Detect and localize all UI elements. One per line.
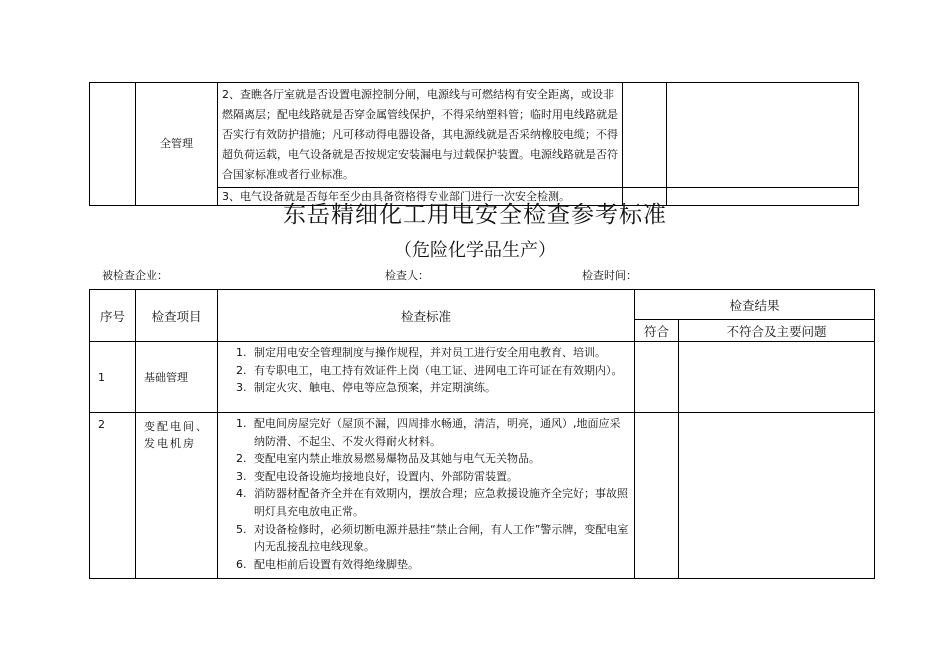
item-cell: 变配电间、发电机房 [136,413,218,579]
standard-cell: 2、查瞧各厅室就是否设置电源控制分闸，电源线与可燃结构有安全距离，或设非燃隔离层；配电线路就是否穿金属管线保护，不得采纳塑料管；临时用电线路就是否实行有效防护措施；凡可移动得电器设备，其电源线就是否采纳橡胶电缆；不得超负荷运载，电气设备就是否按规定安装漏电与过载保护装置。电源线路就是否符合国家标准或者行业标准。 [218,83,623,188]
table-row [90,342,875,413]
standards-list [218,342,634,397]
header-row [90,290,875,320]
list-item: 2. 有专职电工，电工持有效证件上岗（电工证、进网电工许可证在有效期内）。 [250,362,630,380]
document-subtitle: （危险化学品生产） [394,240,556,261]
list-item: 1. 配电间房屋完好（屋顶不漏，四周排水畅通，清洁，明亮，通风）,地面应采纳防滑、不起尘、不发火得耐火材料。 [250,415,630,450]
table-row [90,83,859,188]
fail-cell [679,342,875,413]
standard-cell: 3、电气设备就是否每年至少由具备资格得专业部门进行一次安全检测。 [218,188,623,206]
inspection-time-label: 检查时间： [582,269,637,282]
standard-cell [218,342,635,413]
header-seq: 序号 [90,290,136,342]
standards-list [218,413,634,573]
continued-table [89,82,859,206]
pass-cell [635,342,679,413]
header-result: 检查结果 [635,290,875,320]
fail-cell [667,83,859,188]
seq-cell [90,83,136,206]
list-item: 3. 制定火灾、触电、停电等应急预案，并定期演练。 [250,379,630,397]
list-item: 4. 消防器材配备齐全并在有效期内，摆放合理；应急救援设施齐全完好；事故照明灯具充电放电正常。 [250,485,630,520]
item-cell: 基础管理 [136,342,218,413]
item-cell: 全管理 [136,83,218,206]
pass-cell [635,413,679,579]
document-title: 东岳精细化工用电安全检查参考标准 [283,202,667,228]
fail-cell [679,413,875,579]
list-item: 6. 配电柜前后设置有效得绝缘脚垫。 [250,556,630,574]
pass-cell [623,83,667,188]
table-row [90,413,875,579]
standard-cell [218,413,635,579]
inspector-label: 检查人： [385,269,429,282]
seq-cell: 1 [90,342,136,413]
list-item: 5. 对设备检修时，必须切断电源并悬挂“禁止合闸，有人工作”警示牌，变配电室内无乱接乱拉电线现象。 [250,521,630,556]
inspected-company-label: 被检查企业： [102,269,168,282]
seq-cell: 2 [90,413,136,579]
header-fail: 不符合及主要问题 [679,320,875,342]
list-item: 3. 变配电设备设施均接地良好，设置内、外部防雷装置。 [250,468,630,486]
header-item: 检查项目 [136,290,218,342]
header-pass: 符合 [635,320,679,342]
list-item: 1. 制定用电安全管理制度与操作规程，并对员工进行安全用电教育、培训。 [250,344,630,362]
list-item: 2. 变配电室内禁止堆放易燃易爆物品及其她与电气无关物品。 [250,450,630,468]
header-standard: 检查标准 [218,290,635,342]
inspection-table [89,289,875,579]
